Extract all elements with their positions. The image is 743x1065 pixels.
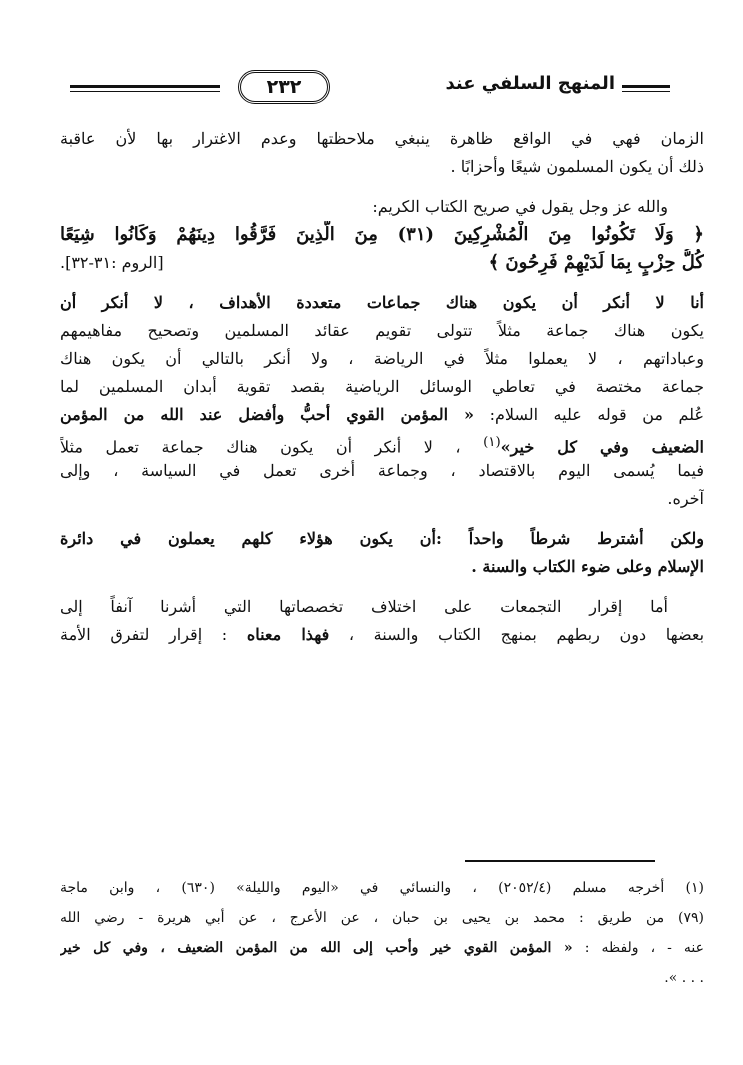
main-text [60, 125, 704, 649]
footnote-separator [465, 860, 655, 862]
text-line: أنا لا أنكر أن يكون هناك جماعات متعددة الأهداف ، لا أنكر أن [60, 293, 704, 312]
text-segment: بعضها دون ربطهم بمنهج الكتاب والسنة ، [348, 625, 704, 644]
hadith-text: « المؤمن القوي أحبُّ وأفضل عند الله من المؤمن [60, 405, 475, 424]
text-segment: عُلم من قوله عليه السلام: [489, 405, 704, 424]
hadith-text: الضعيف وفي كل خير» [500, 437, 704, 457]
footnote-line [60, 933, 704, 963]
header-rule-right [622, 85, 670, 92]
text-line: وعباداتهم ، لا يعملوا مثلاً في الرياضة ، ولا أنكر بالتالي أن يكون هناك [60, 349, 704, 368]
text-line: الإسلام وعلى ضوء الكتاب والسنة . [471, 557, 704, 576]
footnote-line: (٧٩) من طريق : محمد بن يحيى بن حبان ، عن الأعرج ، عن أبي هريرة - رضي الله [60, 910, 704, 926]
text-segment: : إقرار لتفرق الأمة [60, 625, 228, 644]
footnote-line: (١) أخرجه مسلم (٢٠٥٢/٤) ، والنسائي في «اليوم والليلة» (٦٣٠) ، وابن ماجة [60, 880, 704, 896]
text-line: ولكن أشترط شرطاً واحداً :أن يكون هؤلاء كلهم يعملون في دائرة [60, 529, 704, 548]
text-line: فيما يُسمى اليوم بالاقتصاد ، وجماعة أخرى تعمل في السياسة ، وإلى [60, 461, 704, 480]
text-line: آخره. [667, 489, 704, 508]
text-line [60, 401, 704, 429]
text-line: يكون هناك جماعة مثلاً تتولى تقويم عقائد المسلمين وتصحيح مفاهيمهم [60, 321, 704, 340]
quran-verse-text: كُلُّ حِزْبٍ بِمَا لَدَيْهِمْ فَرِحُونَ ﴾ [488, 252, 704, 273]
text-line [60, 621, 704, 649]
footnote-segment: عنه - ، ولفظه : [584, 940, 704, 956]
header-rule-left [70, 85, 220, 92]
text-segment-bold: فهذا معناه [246, 625, 330, 644]
footnote-marker: (١) [483, 435, 501, 450]
page-number: ٢٣٢ [266, 76, 302, 98]
text-line: جماعة مختصة في تعاطي الوسائل الرياضية بقصد تقوية أبدان المسلمين لما [60, 377, 704, 396]
text-line [60, 429, 704, 457]
text-segment: ، لا أنكر أن يكون هناك جماعة تعمل مثلاً [60, 437, 461, 457]
text-line: ذلك أن يكون المسلمون شيعًا وأحزابًا . [450, 157, 704, 176]
text-line: أما إقرار التجمعات على اختلاف تخصصاتها التي أشرنا آنفاً إلى [60, 597, 668, 616]
running-title: المنهج السلفي عند [445, 73, 615, 94]
page-header [70, 70, 670, 110]
quran-reference: [الروم :٣١-٣٢]. [60, 253, 164, 272]
text-line: والله عز وجل يقول في صريح الكتاب الكريم: [372, 197, 668, 216]
footnote-line: . . . ». [664, 970, 704, 986]
footnotes [60, 873, 704, 993]
page-number-frame [238, 70, 330, 104]
quran-verse-line: ﴿ وَلَا تَكُونُوا مِنَ الْمُشْرِكِينَ (٣١) مِنَ الَّذِينَ فَرَّقُوا دِينَهُمْ وَكَانُوا شِيَعًا [60, 224, 704, 245]
footnote-hadith: « المؤمن القوي خير وأحب إلى الله من المؤمن الضعيف ، وفي كل خير [60, 940, 573, 956]
text-line: الزمان فهي في الواقع ظاهرة ينبغي ملاحظتها وعدم الاغترار بها لأن عاقبة [60, 129, 704, 148]
quran-verse-line [60, 249, 704, 277]
